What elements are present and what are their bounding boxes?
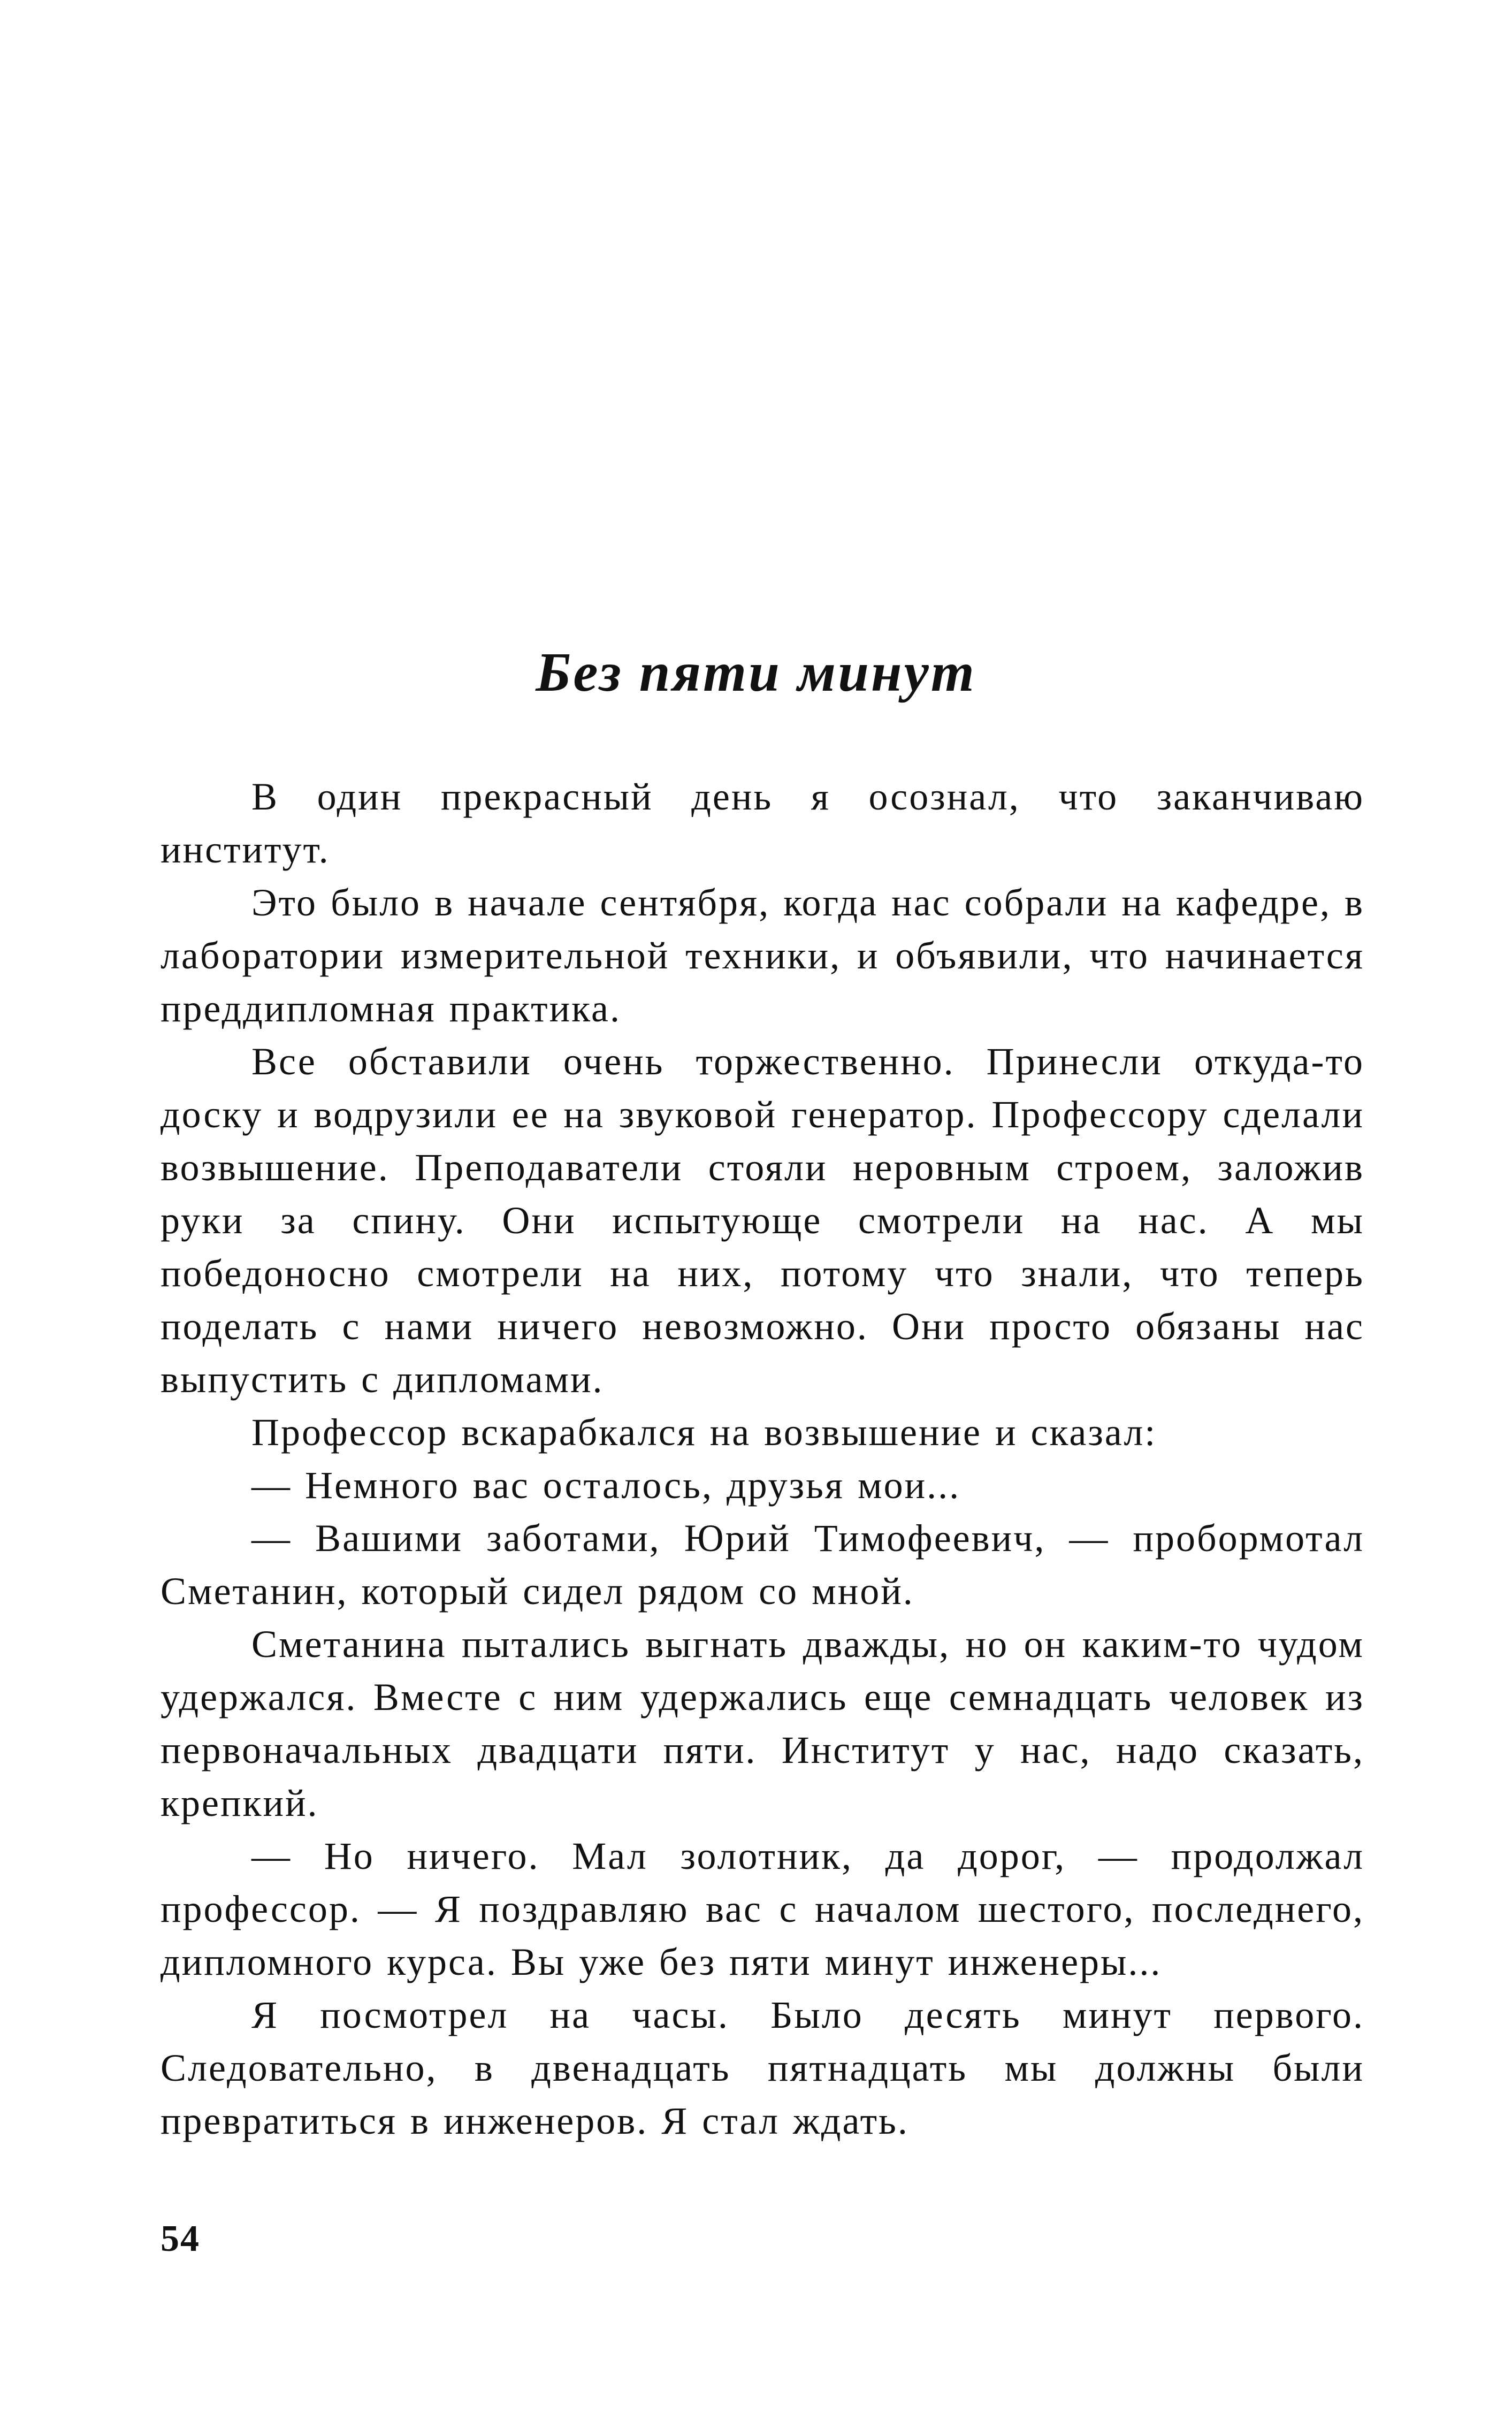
paragraph-1: В один прекрасный день я осознал, что заканчиваю институт. — [161, 775, 1364, 871]
chapter-body — [161, 770, 1364, 2148]
paragraph-7: Сметанина пытались выгнать дважды, но он каким-то чудом удержался. Вместе с ним удержались еще семнадцать человек из первоначальных двадцати пяти. Институт у нас, надо сказать, крепкий. — [161, 1623, 1364, 1824]
chapter-title: Без пяти минут — [536, 641, 976, 703]
paragraph-4: Профессор вскарабкался на возвышение и сказал: — [251, 1411, 1157, 1454]
paragraph-6: — Вашими заботами, Юрий Тимофеевич, — пробормотал Сметанин, который сидел рядом со мной. — [161, 1517, 1364, 1613]
paragraph-3: Все обставили очень торжественно. Принесли откуда-то доску и водрузили ее на звуковой генератор. Профессору сделали возвышение. Преподаватели стояли неровным строем, заложив руки за спину. Они испытующе смотрели на нас. А мы победоносно смотрели на них, потому что знали, что теперь поделать с нами ничего невозможно. Они просто обязаны нас выпустить с дипломами. — [161, 1040, 1364, 1401]
page-number: 54 — [161, 2218, 200, 2259]
paragraph-8: — Но ничего. Мал золотник, да дорог, — продолжал профессор. — Я поздравляю вас с началом шестого, последнего, дипломного курса. Вы уже без пяти минут инженеры... — [161, 1835, 1364, 1983]
paragraph-9: Я посмотрел на часы. Было десять минут первого. Следовательно, в двенадцать пятнадцать мы должны были превратиться в инженеров. Я стал ждать. — [161, 1994, 1364, 2142]
paragraph-5: — Немного вас осталось, друзья мои... — [251, 1464, 961, 1507]
paragraph-2: Это было в начале сентября, когда нас собрали на кафедре, в лаборатории измерительной техники, и объявили, что начинается преддипломная практика. — [161, 881, 1364, 1030]
